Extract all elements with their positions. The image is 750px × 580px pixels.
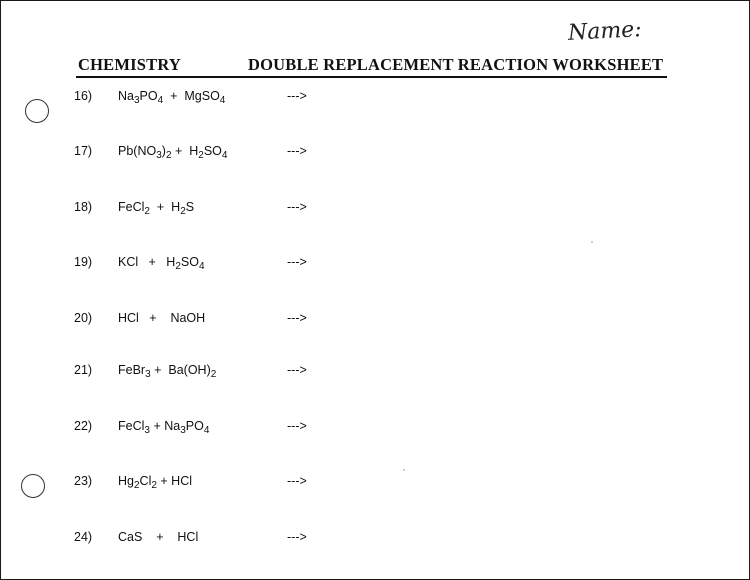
reaction-arrow: ---> xyxy=(287,255,307,269)
reaction-equation: HCl + NaOH xyxy=(118,311,206,325)
reaction-equation: $Na_3PO_4$ + MgSO$_4$ xyxy=(118,89,226,106)
scan-speck xyxy=(403,469,405,471)
reaction-arrow: ---> xyxy=(287,200,307,214)
problem-number: 19) xyxy=(74,255,93,269)
problem-row xyxy=(1,419,701,439)
reaction-equation: FeBr$_3$ + $Ba(OH)_2$ xyxy=(118,363,217,380)
problem-row xyxy=(1,144,701,164)
reaction-equation: $Hg_2Cl_2$ + HCl xyxy=(118,474,192,491)
reaction-arrow: ---> xyxy=(287,474,307,488)
header-rule xyxy=(76,76,667,78)
subject-heading: CHEMISTRY xyxy=(78,55,181,74)
problem-row xyxy=(1,530,701,550)
problem-number: 16) xyxy=(74,89,93,103)
reaction-arrow: ---> xyxy=(287,144,307,158)
reaction-equation: FeCl$_3$ + $Na_3PO_4$ xyxy=(118,419,210,436)
reaction-equation: CaS + HCl xyxy=(118,530,199,544)
problem-number: 22) xyxy=(74,419,93,433)
reaction-arrow: ---> xyxy=(287,530,307,544)
reaction-arrow: ---> xyxy=(287,89,307,103)
reaction-equation: FeCl$_2$ + $H_2S$ xyxy=(118,200,195,217)
reaction-equation: $Pb(NO_3)_2 + H_2SO_4$ xyxy=(118,144,228,161)
worksheet-title: DOUBLE REPLACEMENT REACTION WORKSHEET xyxy=(248,55,664,74)
problem-row xyxy=(1,363,701,383)
problem-number: 23) xyxy=(74,474,93,488)
problem-number: 21) xyxy=(74,363,93,377)
problem-number: 24) xyxy=(74,530,93,544)
name-label: Name: xyxy=(567,17,643,46)
problem-row xyxy=(1,311,701,331)
problem-number: 18) xyxy=(74,200,93,214)
scan-speck xyxy=(591,241,593,243)
reaction-equation: KCl + $H_2SO_4$ xyxy=(118,255,205,272)
reaction-arrow: ---> xyxy=(287,363,307,377)
problem-number: 20) xyxy=(74,311,93,325)
reaction-arrow: ---> xyxy=(287,419,307,433)
problem-row xyxy=(1,255,701,275)
reaction-arrow: ---> xyxy=(287,311,307,325)
problem-number: 17) xyxy=(74,144,93,158)
problem-row xyxy=(1,200,701,220)
problem-row xyxy=(1,474,701,494)
problem-row xyxy=(1,89,701,109)
